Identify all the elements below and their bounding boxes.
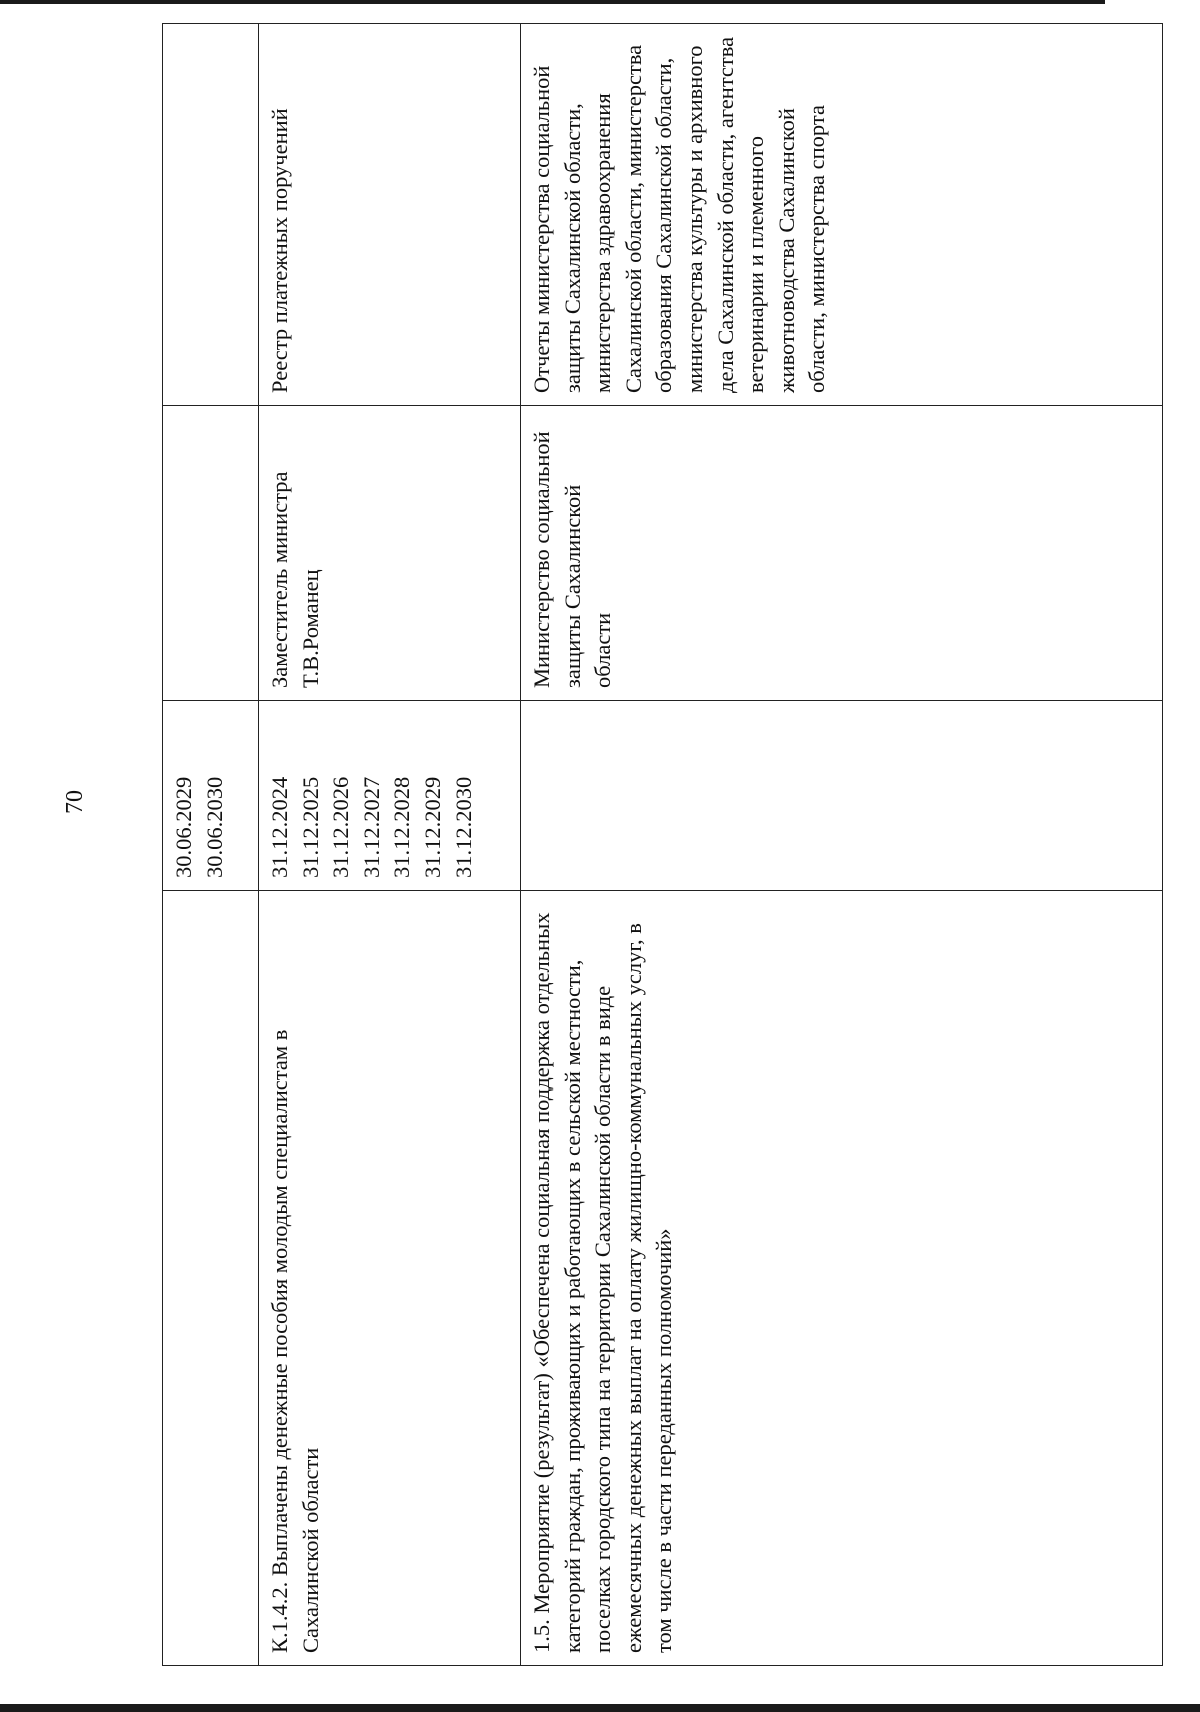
confirming-document-cell — [163, 24, 259, 406]
deadline-date: 31.12.2028 — [389, 776, 415, 878]
deadline-date: 30.06.2029 — [171, 776, 196, 878]
deadline-date: 31.12.2025 — [297, 776, 323, 878]
responsible-cell: Министерство социальной защиты Сахалинской области — [521, 406, 1163, 701]
table-row — [521, 24, 1163, 1666]
deadline-dates-cell — [163, 701, 259, 891]
activity-table — [162, 23, 1163, 1666]
deadline-date: 31.12.2024 — [267, 776, 292, 878]
deadline-date: 31.12.2030 — [450, 776, 476, 878]
table-row — [259, 24, 521, 1666]
deadline-dates-cell — [259, 701, 521, 891]
deadline-date: 31.12.2027 — [358, 776, 384, 878]
deadline-date: 31.12.2026 — [328, 776, 354, 878]
activity-title-cell: 1.5. Мероприятие (результат) «Обеспечена социальная поддержка отдельных категорий граждан, проживающих и работающих в сельской местности, поселках городского типа на территории Сахалинской области в виде ежемесячных денежных выплат на оплату жилищно-коммунальных услуг, в том числе в части переданных полномочий» — [521, 891, 1163, 1666]
table-row — [163, 24, 259, 1666]
deadline-date: 31.12.2029 — [419, 776, 445, 878]
deadline-date: 30.06.2030 — [201, 776, 227, 878]
confirming-document-cell: Отчеты министерства социальной защиты Сахалинской области, министерства здравоохранения Сахалинской области, министерства образования Сахалинской области, министерства культуры и архивного дела Сахалинской области, агентства ветеринарии и племенного животноводства Сахалинской области, министерства спорта — [521, 24, 1163, 406]
responsible-cell: Заместитель министра Т.В.Романец — [259, 406, 521, 701]
responsible-cell — [163, 406, 259, 701]
confirming-document-cell: Реестр платежных поручений — [259, 24, 521, 406]
activity-title-cell: К.1.4.2. Выплачены денежные пособия молодым специалистам в Сахалинской области — [259, 891, 521, 1666]
page-number: 70 — [62, 790, 88, 814]
activity-title-cell — [163, 891, 259, 1666]
deadline-dates-cell — [521, 701, 1163, 891]
